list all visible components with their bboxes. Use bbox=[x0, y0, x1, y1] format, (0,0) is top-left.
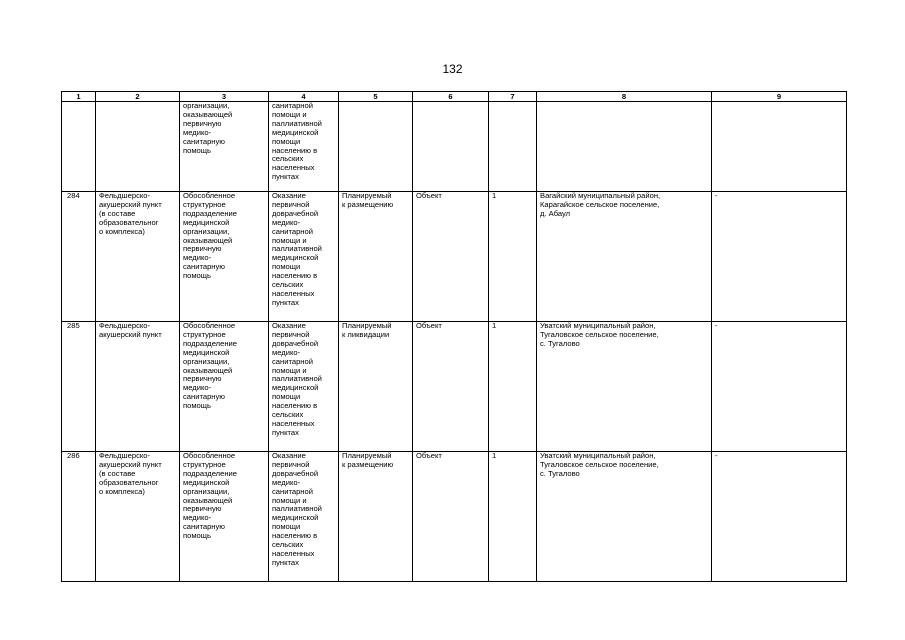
cell-type: Обособленное структурное подразделение медицинской организации, оказывающей первичную медико- санитарную помощь bbox=[180, 322, 269, 452]
column-header: 6 bbox=[413, 92, 489, 102]
cell-purpose: Оказание первичной доврачебной медико- санитарной помощи и паллиативной медицинской помощи населению в сельских населенных пунктах bbox=[269, 452, 339, 582]
cell-count bbox=[489, 102, 537, 192]
cell-status: Планируемый к размещению bbox=[339, 452, 413, 582]
cell-location bbox=[537, 102, 712, 192]
cell-kind: Объект bbox=[413, 192, 489, 322]
cell-purpose: санитарной помощи и паллиативной медицинской помощи населению в сельских населенных пунктах bbox=[269, 102, 339, 192]
cell-name bbox=[96, 102, 180, 192]
cell-status: Планируемый к размещению bbox=[339, 192, 413, 322]
column-header: 5 bbox=[339, 92, 413, 102]
cell-name: Фельдшерско- акушерский пункт (в составе образовательног о комплекса) bbox=[96, 192, 180, 322]
cell-note bbox=[712, 102, 847, 192]
objects-table bbox=[61, 91, 847, 582]
column-header: 3 bbox=[180, 92, 269, 102]
cell-number: 286 bbox=[62, 452, 96, 582]
cell-kind bbox=[413, 102, 489, 192]
cell-purpose: Оказание первичной доврачебной медико- санитарной помощи и паллиативной медицинской помощи населению в сельских населенных пунктах bbox=[269, 322, 339, 452]
table-row bbox=[62, 102, 847, 192]
cell-status bbox=[339, 102, 413, 192]
cell-kind: Объект bbox=[413, 322, 489, 452]
table-header-row bbox=[62, 92, 847, 102]
column-header: 4 bbox=[269, 92, 339, 102]
column-header: 9 bbox=[712, 92, 847, 102]
table-row bbox=[62, 452, 847, 582]
cell-number bbox=[62, 102, 96, 192]
table-row bbox=[62, 322, 847, 452]
cell-note: - bbox=[712, 322, 847, 452]
cell-count: 1 bbox=[489, 452, 537, 582]
table-row bbox=[62, 192, 847, 322]
cell-status: Планируемый к ликвидации bbox=[339, 322, 413, 452]
page-number: 132 bbox=[442, 62, 463, 76]
cell-type: Обособленное структурное подразделение медицинской организации, оказывающей первичную медико- санитарную помощь bbox=[180, 192, 269, 322]
cell-purpose: Оказание первичной доврачебной медико- санитарной помощи и паллиативной медицинской помощи населению в сельских населенных пунктах bbox=[269, 192, 339, 322]
cell-kind: Объект bbox=[413, 452, 489, 582]
cell-location: Вагайский муниципальный район, Карагайское сельское поселение, д. Абаул bbox=[537, 192, 712, 322]
column-header: 2 bbox=[96, 92, 180, 102]
cell-note: - bbox=[712, 192, 847, 322]
column-header: 1 bbox=[62, 92, 96, 102]
cell-location: Уватский муниципальный район, Тугаловское сельское поселение, с. Тугалово bbox=[537, 322, 712, 452]
cell-number: 284 bbox=[62, 192, 96, 322]
cell-type: организации, оказывающей первичную медико- санитарную помощь bbox=[180, 102, 269, 192]
cell-location: Уватский муниципальный район, Тугаловское сельское поселение, с. Тугалово bbox=[537, 452, 712, 582]
cell-name: Фельдшерско- акушерский пункт (в составе образовательног о комплекса) bbox=[96, 452, 180, 582]
cell-name: Фельдшерско- акушерский пункт bbox=[96, 322, 180, 452]
cell-number: 285 bbox=[62, 322, 96, 452]
cell-count: 1 bbox=[489, 192, 537, 322]
column-header: 8 bbox=[537, 92, 712, 102]
column-header: 7 bbox=[489, 92, 537, 102]
cell-type: Обособленное структурное подразделение медицинской организации, оказывающей первичную медико- санитарную помощь bbox=[180, 452, 269, 582]
cell-note: - bbox=[712, 452, 847, 582]
cell-count: 1 bbox=[489, 322, 537, 452]
